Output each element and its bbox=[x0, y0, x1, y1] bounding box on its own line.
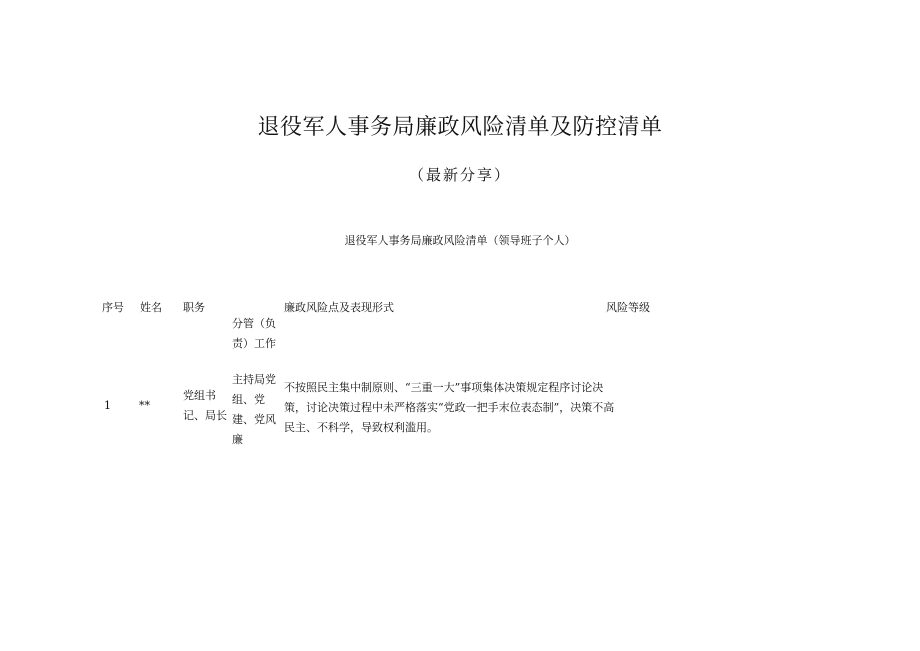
row-position: 党组书记、局长 bbox=[183, 389, 227, 422]
row-index: 1 bbox=[104, 399, 111, 412]
header-risk: 廉政风险点及表现形式 bbox=[284, 301, 394, 314]
document-subtitle: （最新分享） bbox=[408, 166, 511, 184]
header-position: 职务 bbox=[183, 301, 205, 314]
row-risk: 不按照民主集中制原则、“三重一大”事项集体决策规定程序讨论决策，讨论决策过程中未严格落实“党政一把手末位表态制”，决策不高民主、不科学，导致权利滥用。 bbox=[284, 381, 615, 434]
header-level: 风险等级 bbox=[606, 301, 650, 314]
table-caption: 退役军人事务局廉政风险清单（领导班子个人） bbox=[344, 234, 576, 247]
row-name: ** bbox=[139, 399, 150, 412]
row-duty: 主持局党组、党建、党风廉 bbox=[232, 373, 276, 446]
document-title: 退役军人事务局廉政风险清单及防控清单 bbox=[257, 115, 663, 140]
header-name: 姓名 bbox=[140, 301, 162, 314]
header-index: 序号 bbox=[102, 301, 124, 314]
header-duty: 分管（负责）工作 bbox=[232, 317, 276, 350]
